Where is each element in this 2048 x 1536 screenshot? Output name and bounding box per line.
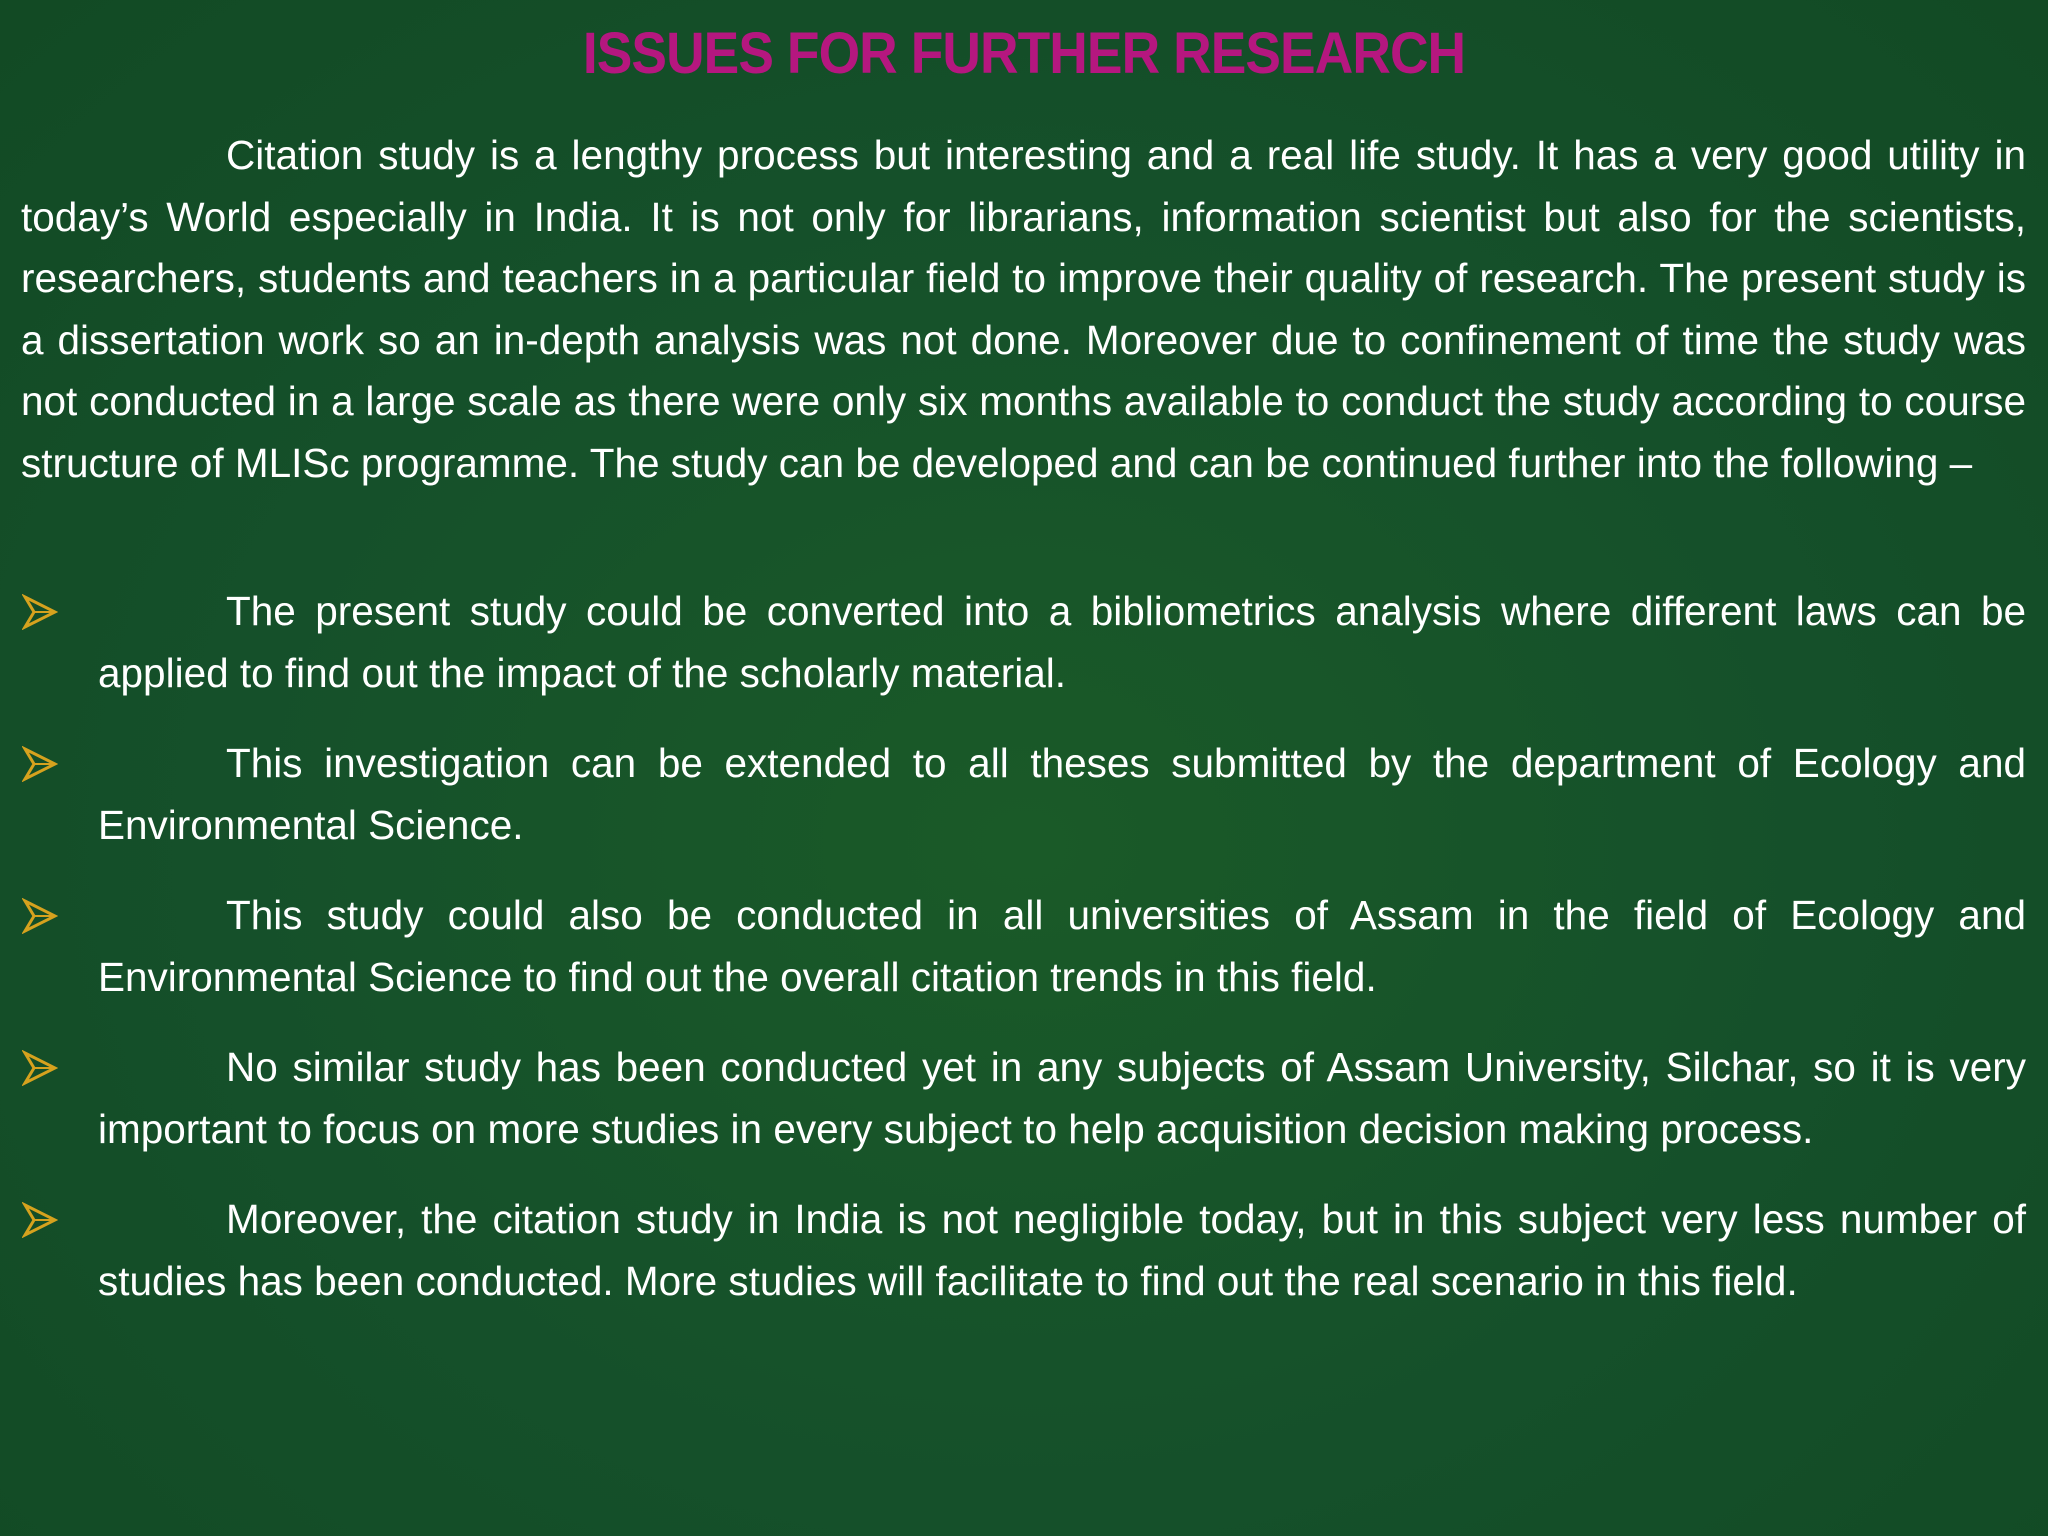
- bullet-text: This investigation can be extended to all theses submitted by the department of Ecology and Environmental Science.: [98, 740, 2026, 848]
- bullet-text: This study could also be conducted in all universities of Assam in the field of Ecology and Environmental Science to find out the overall citation trends in this field.: [98, 892, 2026, 1000]
- bullet-text: Moreover, the citation study in India is not negligible today, but in this subject very less number of studies has been conducted. More studies will facilitate to find out the real scenario in this field.: [98, 1196, 2026, 1304]
- arrow-bullet-icon: [22, 746, 58, 782]
- arrow-bullet-icon: [22, 898, 58, 934]
- intro-block: [21, 125, 2026, 494]
- slide-title: ISSUES FOR FURTHER RESEARCH: [582, 21, 1466, 86]
- list-item: [0, 1037, 2048, 1160]
- arrow-bullet-icon: [22, 1050, 58, 1086]
- list-item: [0, 1189, 2048, 1312]
- list-item: [0, 885, 2048, 1008]
- arrow-bullet-icon: [22, 594, 58, 630]
- list-item: [0, 733, 2048, 856]
- bullet-text: The present study could be converted into a bibliometrics analysis where different laws can be applied to find out the impact of the scholarly material.: [98, 588, 2026, 696]
- arrow-bullet-icon: [22, 1202, 58, 1238]
- intro-paragraph: Citation study is a lengthy process but interesting and a real life study. It has a very good utility in today’s World especially in India. It is not only for librarians, information scientist but also for the scientists, researchers, students and teachers in a particular field to improve their quality of research. The present study is a dissertation work so an in-depth analysis was not done. Moreover due to confinement of time the study was not conducted in a large scale as there were only six months available to conduct the study according to course structure of MLISc programme. The study can be developed and can be continued further into the following –: [21, 132, 2026, 486]
- bullet-list: [0, 581, 2048, 1341]
- list-item: [0, 581, 2048, 704]
- bullet-text: No similar study has been conducted yet in any subjects of Assam University, Silchar, so it is very important to focus on more studies in every subject to help acquisition decision making process.: [98, 1044, 2026, 1152]
